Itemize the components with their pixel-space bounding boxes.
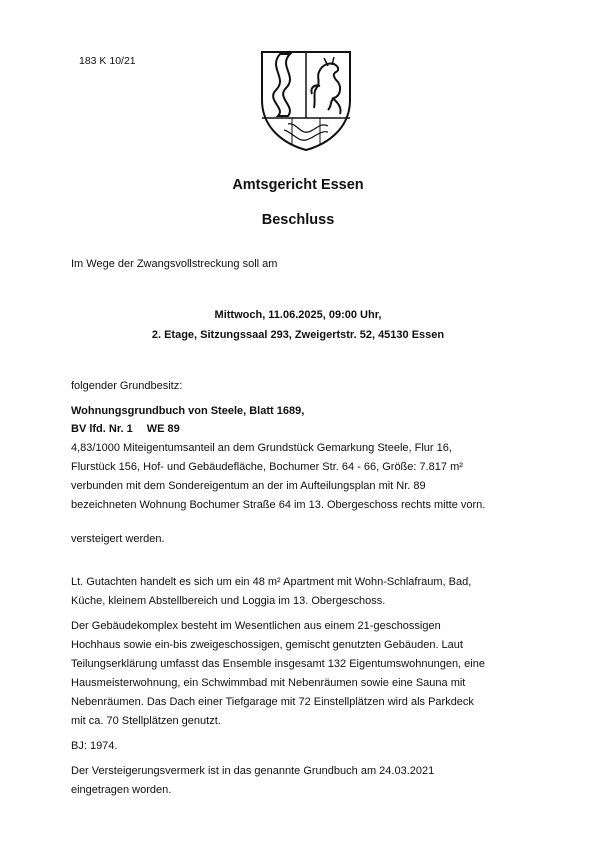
property-description-line: verbunden mit dem Sondereigentum an der im Aufteilungsplan mit Nr. 89 — [71, 480, 426, 492]
appraisal-line: Lt. Gutachten handelt es sich um ein 48 m² Apartment mit Wohn-Schlafraum, Bad, — [71, 576, 472, 588]
building-line: Hochhaus sowie ein-bis zweigeschossigen, gemischt genutzten Gebäuden. Laut — [71, 639, 463, 651]
building-line: Der Gebäudekomplex besteht im Wesentlichen aus einem 21-geschossigen — [71, 620, 441, 632]
property-description-line: Flurstück 156, Hof- und Gebäudefläche, Bochumer Str. 64 - 66, Größe: 7.817 m² — [71, 461, 463, 473]
registration-line: Der Versteigerungsvermerk ist in das genannte Grundbuch am 24.03.2021 — [71, 765, 435, 777]
coat-of-arms-nrw-icon — [258, 48, 354, 152]
document-title: Beschluss — [261, 212, 335, 228]
unit-number: WE 89 — [146, 423, 180, 435]
building-line: Teilungserklärung umfasst das Ensemble insgesamt 132 Eigentumswohnungen, eine — [71, 658, 485, 670]
file-reference: 183 K 10/21 — [79, 55, 136, 67]
building-line: mit ca. 70 Stellplätzen genutzt. — [71, 715, 221, 727]
registration-line: eingetragen worden. — [71, 784, 172, 796]
auction-text: versteigert werden. — [71, 533, 165, 545]
appraisal-line: Küche, kleinem Abstellbereich und Loggia im 13. Obergeschoss. — [71, 595, 386, 607]
bv-number: BV lfd. Nr. 1 — [71, 423, 133, 435]
property-description-line: bezeichneten Wohnung Bochumer Straße 64 im 13. Obergeschoss rechts mitte vorn. — [71, 499, 486, 511]
intro-text: Im Wege der Zwangsvollstreckung soll am — [71, 258, 278, 270]
build-year: BJ: 1974. — [71, 740, 118, 752]
building-line: Hausmeisterwohnung, ein Schwimmbad mit Nebenräumen sowie eine Sauna mit — [71, 677, 466, 689]
appointment-location: 2. Etage, Sitzungssaal 293, Zweigertstr. 52, 45130 Essen — [151, 329, 445, 341]
property-register: Wohnungsgrundbuch von Steele, Blatt 1689, — [71, 405, 305, 417]
property-intro: folgender Grundbesitz: — [71, 380, 183, 392]
property-description-line: 4,83/1000 Miteigentumsanteil an dem Grundstück Gemarkung Steele, Flur 16, — [71, 442, 452, 454]
property-bv-line — [71, 420, 541, 439]
court-name: Amtsgericht Essen — [232, 177, 364, 193]
appointment-date-time: Mittwoch, 11.06.2025, 09:00 Uhr, — [214, 309, 382, 321]
building-line: Nebenräumen. Das Dach einer Tiefgarage mit 72 Einstellplätzen wird als Parkdeck — [71, 696, 474, 708]
